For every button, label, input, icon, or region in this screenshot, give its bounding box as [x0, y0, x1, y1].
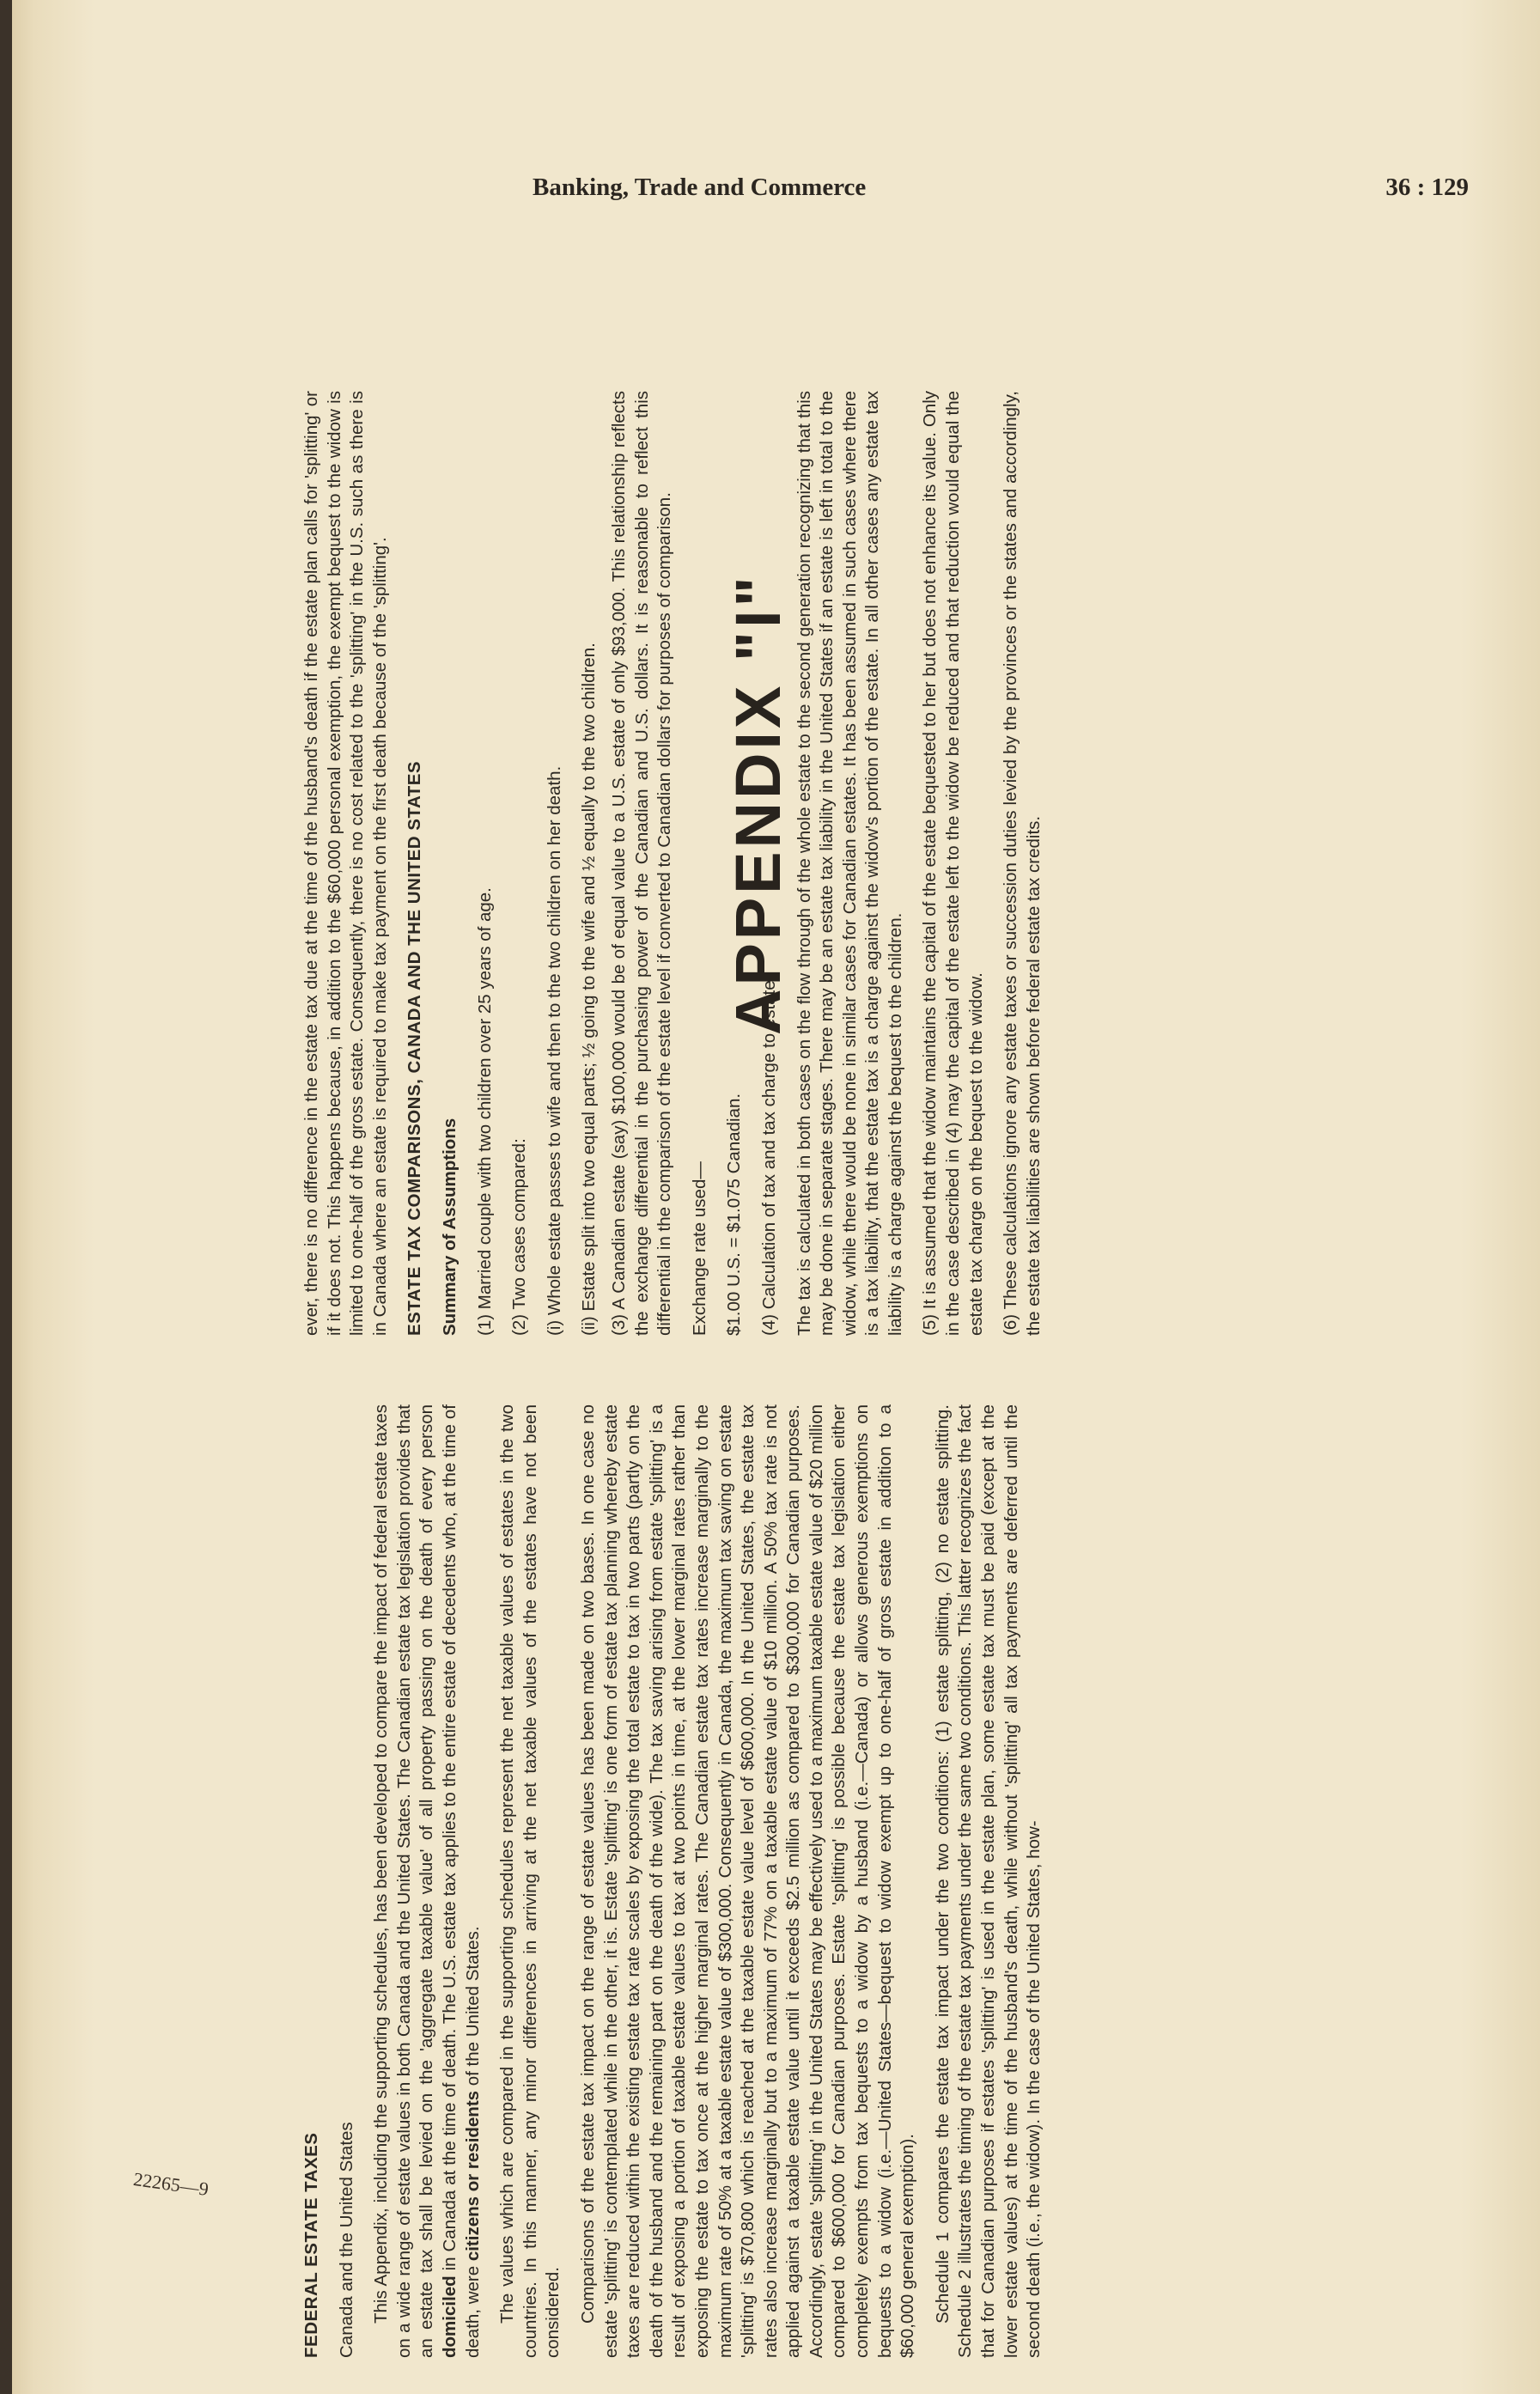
header-page-number: 36 : 129 [1385, 174, 1469, 201]
assumption-2: (2) Two cases compared: [509, 1138, 530, 1336]
book-spine-shadow [0, 0, 12, 2394]
rotated-content [301, 356, 1540, 2358]
assumption-2-i: (i) Whole estate passes to wife and then to the two children on her death. [544, 765, 564, 1336]
paragraph-net-taxable-values: The values which are compared in the supporting schedules represent the net taxable values of estates in the two countries. In this manner, any minor differences in arriving at the net taxable values of the estates have not been considered. [497, 1404, 563, 2358]
paragraph-continuation: ever, there is no difference in the estate tax due at the time of the husband's death if the estate plan calls for 'splitting' or if it does not. This happens because, in addition to the $60,000 personal exemption, the exempt bequest to the widow is limited to one-half of the gross estate. Consequently, there is no cost related to the 'splitting' in the U.S. such as there is in Canada where an estate is required to make tax payment on the first death because of the 'splitting'. [301, 391, 390, 1336]
paragraph-comparisons: Comparisons of the estate tax impact on the range of estate values has been made on two bases. In one case no estate 'splitting' is contemplated while in the other, it is. Estate 'splitting' is one form of estate tax planning whereby estate taxes are reduced within the existing estate tax rate scales by exposing the total estate to tax in two parts (partly on the death of the husband and the remaining part on the death of the wide). The tax saving arising from estate 'splitting' is a result of exposing a portion of taxable estate values to tax at two points in time, at the lower marginal rates rather than exposing the estate to tax once at the higher marginal rates. The Canadian estate tax rates increase marginally to the maximum rate of 50% at a taxable estate value of $300,000. Consequently in Canada, the maximum tax saving on estate 'splitting' is $70,800 which is reached at the taxable estate value level of $600,000. In the United States, the estate tax rates also increase marginally but to a maximum of 77% on a taxable estate value of $10 million. A 50% tax rate is not applied against a taxable estate value until it exceeds $2.5 million as compared to $300,000 for Canadian purposes. Accordingly, estate 'splitting' in the United States may be effectively used to a maximum taxable estate value of $20 million compared to $600,000 for Canadian purposes. Estate 'splitting' is possible because the estate tax legislation either completely exempts from tax bequests to a widow by a husband (i.e.—Canada) or allows generous exemptions on bequests to a widow (i.e.—United States—bequest to widow exempt up to one-half of gross estate in addition to a $60,000 general exemption). [577, 1404, 918, 2358]
assumption-4: (4) Calculation of tax and tax charge to estate: [758, 975, 779, 1336]
subheading-canada-us: Canada and the United States [336, 2122, 356, 2358]
assumption-5: (5) It is assumed that the widow maintains the capital of the estate bequested to her but does not enhance its value. Only in the case described in (4) may the capital of the estate left to the widow be reduced and that reduction would equal the estate tax charge on the bequest to the widow. [920, 391, 986, 1336]
assumption-6: (6) These calculations ignore any estate taxes or succession duties levied by the provinces or the states and accordingly, the estate tax liabilities are shown before federal estate tax credits. [1001, 391, 1044, 1336]
paragraph-schedules: Schedule 1 compares the estate tax impact under the two conditions: (1) estate splitting, (2) no estate splitting. Schedule 2 illustrates the timing of the estate tax payments under the same two conditions. This latter recognizes the fact that for Canadian purposes if estates 'splitting' is used in the estate plan, some estate tax must be paid (except at the lower estate values) at the time of the husband's death, while without 'splitting' all tax payments are deferred until the second death (i.e., the widow). In the case of the United States, how- [932, 1404, 1044, 2358]
exchange-rate-label: Exchange rate used— [689, 1161, 709, 1336]
assumption-4-body: The tax is calculated in both cases on the flow through of the whole estate to the second generation recognizing that this may be done in separate stages. There may be an estate tax liability in the United States if an estate is left in total to the widow, while there would be none in similar cases for Canadian estates. It has been assumed in such cases where there is a tax liability, that the estate tax is a charge against the widow's portion of the estate. In all other cases any estate tax liability is a charge against the bequest to the children. [794, 391, 905, 1336]
assumption-1: (1) Married couple with two children over 25 years of age. [474, 887, 495, 1336]
section-heading-estate-tax-comparisons: ESTATE TAX COMPARISONS, CANADA AND THE UNITED STATES [405, 760, 425, 1336]
printer-serial-mark: 22265—9 [131, 2168, 210, 2201]
summary-of-assumptions-heading: Summary of Assumptions [439, 1118, 460, 1336]
exchange-rate-value: $1.00 U.S. = $1.075 Canadian. [724, 1093, 745, 1336]
left-column [301, 1404, 1058, 2358]
paragraph-intro: This Appendix, including the supporting schedules, has been developed to compare the impact of federal estate taxes on a wide range of estate values in both Canada and the United States. The Canadian estate tax legislation provides that an estate tax shall be levied on the 'aggregate taxable value' of all property passing on the death of every person domiciled in Canada at the time of death. The U.S. estate tax applies to the entire estate of decedents who, at the time of death, were citizens or residents of the United States. [371, 1404, 483, 2358]
appendix-title: APPENDIX "I" [722, 573, 794, 1035]
assumption-3: (3) A Canadian estate (say) $100,000 would be of equal value to a U.S. estate of only $93,000. This relationship reflects the exchange differential in the purchasing power of the Canadian and U.S. dollars. It is reasonable to reflect this differential in the comparison of the estate level if converted to Canadian dollars for purposes of comparison. [608, 391, 675, 1336]
running-header [533, 168, 1477, 210]
right-top-block [301, 391, 1057, 1336]
bold-citizens-residents: citizens or residents [462, 2090, 483, 2262]
header-title: Banking, Trade and Commerce [533, 174, 867, 201]
bold-domiciled: domiciled [439, 2275, 460, 2358]
section-heading-federal-estate-taxes: FEDERAL ESTATE TAXES [301, 2132, 321, 2358]
assumption-2-ii: (ii) Estate split into two equal parts; ½ going to the wife and ½ equally to the two children. [579, 643, 600, 1336]
